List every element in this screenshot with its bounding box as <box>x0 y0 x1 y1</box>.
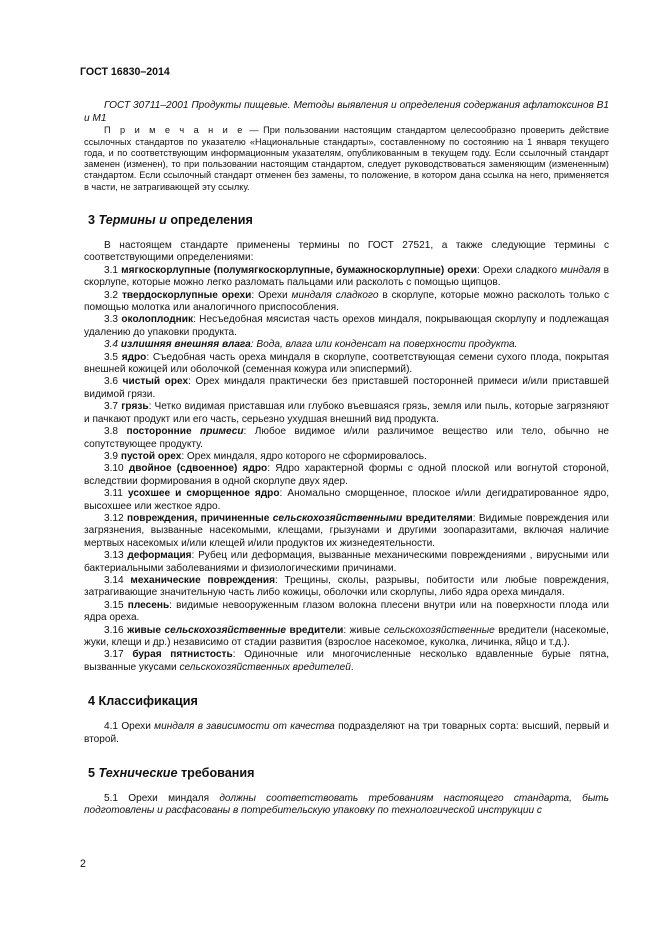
term-3-14: 3.14 механические повреждения: Трещины, сколы, разрывы, побитости или любые повреждения, затрагивающие значительную часть либо кожицы, оболочки или скорлупы, либо ядра ореха миндаля. <box>84 574 610 599</box>
term-3-2: 3.2 твердоскорлупные орехи: Орехи миндаля сладкого в скорлупе, которые можно расколоть только с помощью молотка или аналогичного приспособления. <box>84 289 609 314</box>
references-note <box>84 125 609 193</box>
normative-references-block <box>84 100 609 193</box>
term-3-7: 3.7 грязь: Четко видимая приставшая или глубоко въевшаяся грязь, земля или пыль, которые загрязняют и пачкают продукт или его часть, серьезно ухудшая внешний вид продукта. <box>84 401 609 425</box>
note-label: П р и м е ч а н и е <box>104 125 245 136</box>
term-3-11: 3.11 усохшее и сморщенное ядро: Аномально сморщенное, плоское и/или дегидратированное ядро, высохшее или жесткое ядро. <box>84 488 610 512</box>
term-3-12: 3.12 повреждения, причиненные сельскохозяйственными вредителями: Видимые повреждения или загрязнения, вызванные насекомыми, клещами, грызунами и другими зоопаразитами, включая наличие мертвых насекомых и/или клещей и/или продуктов их жизнедеятельности. <box>84 512 610 549</box>
term-3-6: 3.6 чистый орех: Орех миндаля практически без приставшей посторонней примеси и/или приставшей видимой грязи. <box>84 376 610 400</box>
note-text: — При пользовании настоящим стандартом целесообразно проверить действие ссылочных стандартов по указателю «Национальные стандарты», составленному по состоянию на 1 января текущего года, и по соответствующим информационным указателям, опубликованным в текущем году. Если ссылочный стандарт заменен (изменен), то при пользовании настоящим стандартом, следует руководствоваться заменяющим (измененным) стандартом. Если ссылочный стандарт отменен без замены, то положение, в котором дана ссылка на него, применяется в части, не затрагивающей эту ссылку. <box>84 125 609 192</box>
term-3-1: 3.1 мягкоскорлупные (полумягкоскорлупные, бумажноскорлупные) орехи: Орехи сладкого миндаля в скорлупе, которые можно легко разломать пальцами или расколоть с помощью щипцов. <box>84 264 610 289</box>
term-3-3: 3.3 околоплодник: Несъедобная мясистая часть орехов миндаля, покрывающая скорлупу и подлежащая удалению до упаковки продукта. <box>84 314 609 338</box>
term-3-13: 3.13 деформация: Рубец или деформация, вызванные механическими повреждениями , вирусными или бактериальными заболеваниями и физиологическими причинами. <box>84 550 609 574</box>
page-number: 2 <box>80 858 86 870</box>
clause-5-1: 5.1 Орехи миндаля должны соответствовать требованиям настоящего стандарта, быть подготовлены и расфасованы в потребительскую упаковку по технологической инструкции с <box>84 793 609 817</box>
term-3-15: 3.15 плесень: видимые невооруженным глазом волокна плесени внутри или на поверхности плода или ядра ореха. <box>84 599 609 624</box>
term-3-17: 3.17 бурая пятнистость: Одиночные или многочисленные несколько вдавленные бурые пятна, вызванные укусами сельскохозяйственных вредителей. <box>84 649 609 673</box>
reference-gost-30711: ГОСТ 30711–2001 Продукты пищевые. Методы выявления и определения содержания афлатоксинов В1 и М1 <box>84 100 609 124</box>
document-header: ГОСТ 16830–2014 <box>80 66 170 78</box>
section-3-intro: В настоящем стандарте применены термины по ГОСТ 27521, а также следующие термины с соответствующими определениями: <box>84 240 609 264</box>
term-3-5: 3.5 ядро: Съедобная часть ореха миндаля в скорлупе, соответствующая семени сухого плода, покрытая внешней кожицей или оболочкой (семенная кожура или эписпермий). <box>84 351 609 376</box>
term-3-4: 3.4 излишняя внешняя влага: Вода, влага или конденсат на поверхности продукта. <box>104 339 518 351</box>
term-3-10: 3.10 двойное (сдвоенное) ядро: Ядро характерной формы с одной плоской или вогнутой стороной, вследствии формирования в одной скорлупе двух ядер. <box>84 463 610 487</box>
clause-4-1: 4.1 Орехи миндаля в зависимости от качества подразделяют на три товарных сорта: высший, первый и второй. <box>84 721 609 745</box>
section-4-heading: 4 Классификация <box>88 694 198 709</box>
term-3-16: 3.16 живые сельскохозяйственные вредители: живые сельскохозяйственные вредители (насекомые, жуки, клещи и др.) независимо от стадии развития (взрослое насекомое, куколка, личинка, яйцо и т.д.). <box>84 624 609 648</box>
term-3-8: 3.8 посторонние примеси: Любое видимое и/или различимое вещество или тело, обычно не сопутствующее продукту. <box>84 426 610 450</box>
section-5-heading: 5 Технические требования <box>88 766 255 781</box>
section-3-heading: 3 Термины и определения <box>88 213 253 227</box>
term-3-9: 3.9 пустой орех: Орех миндаля, ядро которого не сформировалось. <box>104 450 427 462</box>
